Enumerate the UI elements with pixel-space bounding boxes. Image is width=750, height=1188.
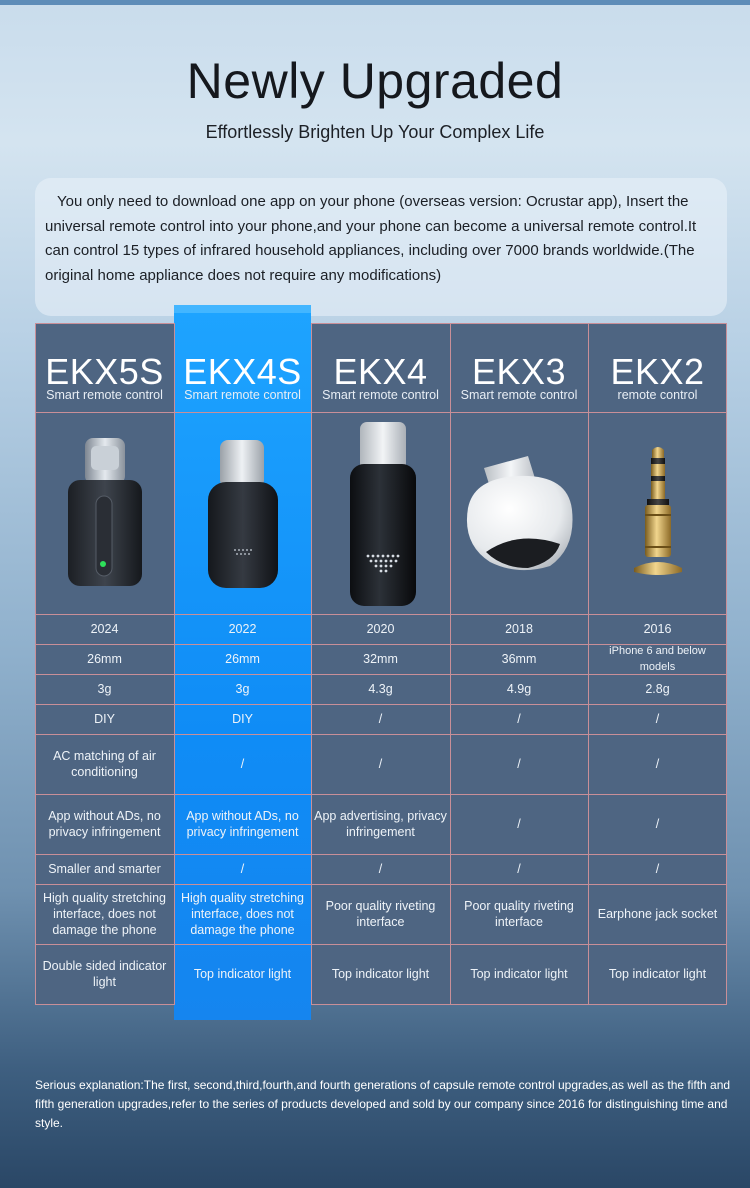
usb-c-remote-icon: [60, 432, 150, 592]
model-name: EKX3: [471, 351, 567, 392]
model-name: EKX4S: [183, 351, 302, 392]
model-name: EKX2: [610, 351, 705, 392]
table-cell: Top indicator light: [470, 967, 568, 981]
table-cell: 36mm: [501, 652, 537, 666]
model-type: Smart remote control: [184, 388, 301, 402]
table-cell: App without ADs, no privacy infringement: [48, 809, 161, 839]
highlight-column-top: [174, 305, 311, 313]
table-cell: 2016: [643, 622, 672, 636]
table-cell: 3g: [235, 682, 250, 696]
model-type: Smart remote control: [460, 388, 578, 402]
table-row-divider: [35, 412, 727, 413]
table-cell: 26mm: [225, 652, 260, 666]
table-cell: AC matching of air conditioning: [53, 749, 156, 779]
table-cell: 2020: [366, 622, 395, 636]
model-name: EKX5S: [45, 351, 164, 392]
table-cell: Double sided indicator light: [42, 959, 167, 989]
model-type: remote control: [617, 388, 698, 402]
table-cell: /: [378, 862, 383, 876]
table-cell: /: [240, 862, 245, 876]
table-cell: /: [378, 757, 383, 771]
table-cell: Earphone jack socket: [597, 907, 718, 921]
lightning-remote-long-icon: [344, 420, 422, 608]
table-cell: /: [517, 817, 521, 831]
table-cell: iPhone 6 and below models: [609, 645, 706, 673]
table-cell: App without ADs, no privacy infringement: [186, 809, 299, 839]
table-cell: 4.9g: [506, 682, 532, 696]
table-cell: 26mm: [87, 652, 122, 666]
top-accent-bar: [0, 0, 750, 5]
model-name: EKX4: [333, 351, 428, 392]
model-type: Smart remote control: [322, 388, 439, 402]
table-cell: 32mm: [363, 652, 398, 666]
table-cell: /: [517, 862, 521, 876]
table-cell: DIY: [94, 712, 115, 726]
table-cell: High quality stretching interface, does not damage the phone: [181, 891, 304, 937]
table-cell: Top indicator light: [608, 967, 707, 981]
table-cell: /: [517, 712, 521, 726]
page-subtitle: Effortlessly Brighten Up Your Complex Life: [205, 122, 545, 142]
table-cell: 3g: [97, 682, 112, 696]
page-title: Newly Upgraded: [186, 53, 564, 109]
table-cell: DIY: [232, 712, 253, 726]
model-type: Smart remote control: [46, 388, 163, 402]
table-cell: /: [655, 757, 660, 771]
table-cell: App advertising, privacy infringement: [314, 809, 447, 839]
table-cell: /: [655, 817, 660, 831]
table-cell: Top indicator light: [331, 967, 430, 981]
intro-panel: [35, 178, 727, 316]
table-cell: /: [655, 712, 660, 726]
footer-note: Serious explanation:The first, second,third,fourth,and fourth generations of capsule remote control upgrades,as well as the fifth and fifth generation upgrades,refer to the series of products developed and sold by our company since 2016 for distinguishing time and style.: [35, 1078, 731, 1130]
lightning-remote-icon: [204, 436, 282, 592]
capsule-remote-icon: [458, 448, 582, 578]
table-cell: Poor quality riveting interface: [464, 899, 574, 929]
table-cell: 2018: [505, 622, 533, 636]
table-cell: 2024: [90, 622, 119, 636]
table-cell: /: [517, 757, 521, 771]
table-cell: High quality stretching interface, does not damage the phone: [43, 891, 166, 937]
audio-jack-remote-icon: [630, 444, 686, 580]
table-cell: /: [378, 712, 383, 726]
table-cell: Top indicator light: [193, 967, 292, 981]
table-cell: 4.3g: [368, 682, 393, 696]
table-cell: Smaller and smarter: [48, 862, 161, 876]
table-cell: 2022: [228, 622, 257, 636]
table-cell: Poor quality riveting interface: [325, 899, 436, 929]
intro-text: You only need to download one app on your phone (overseas version: Ocrustar app), Insert the universal remote control into your phone,and your phone can become a universal remote control.It can control 15 types of infrared household appliances, including over 7000 brands worldwide.(The original home appliance does not require any modifications): [45, 193, 697, 284]
table-cell: /: [655, 862, 660, 876]
table-cell: /: [240, 757, 245, 771]
table-cell: 2.8g: [645, 682, 670, 696]
